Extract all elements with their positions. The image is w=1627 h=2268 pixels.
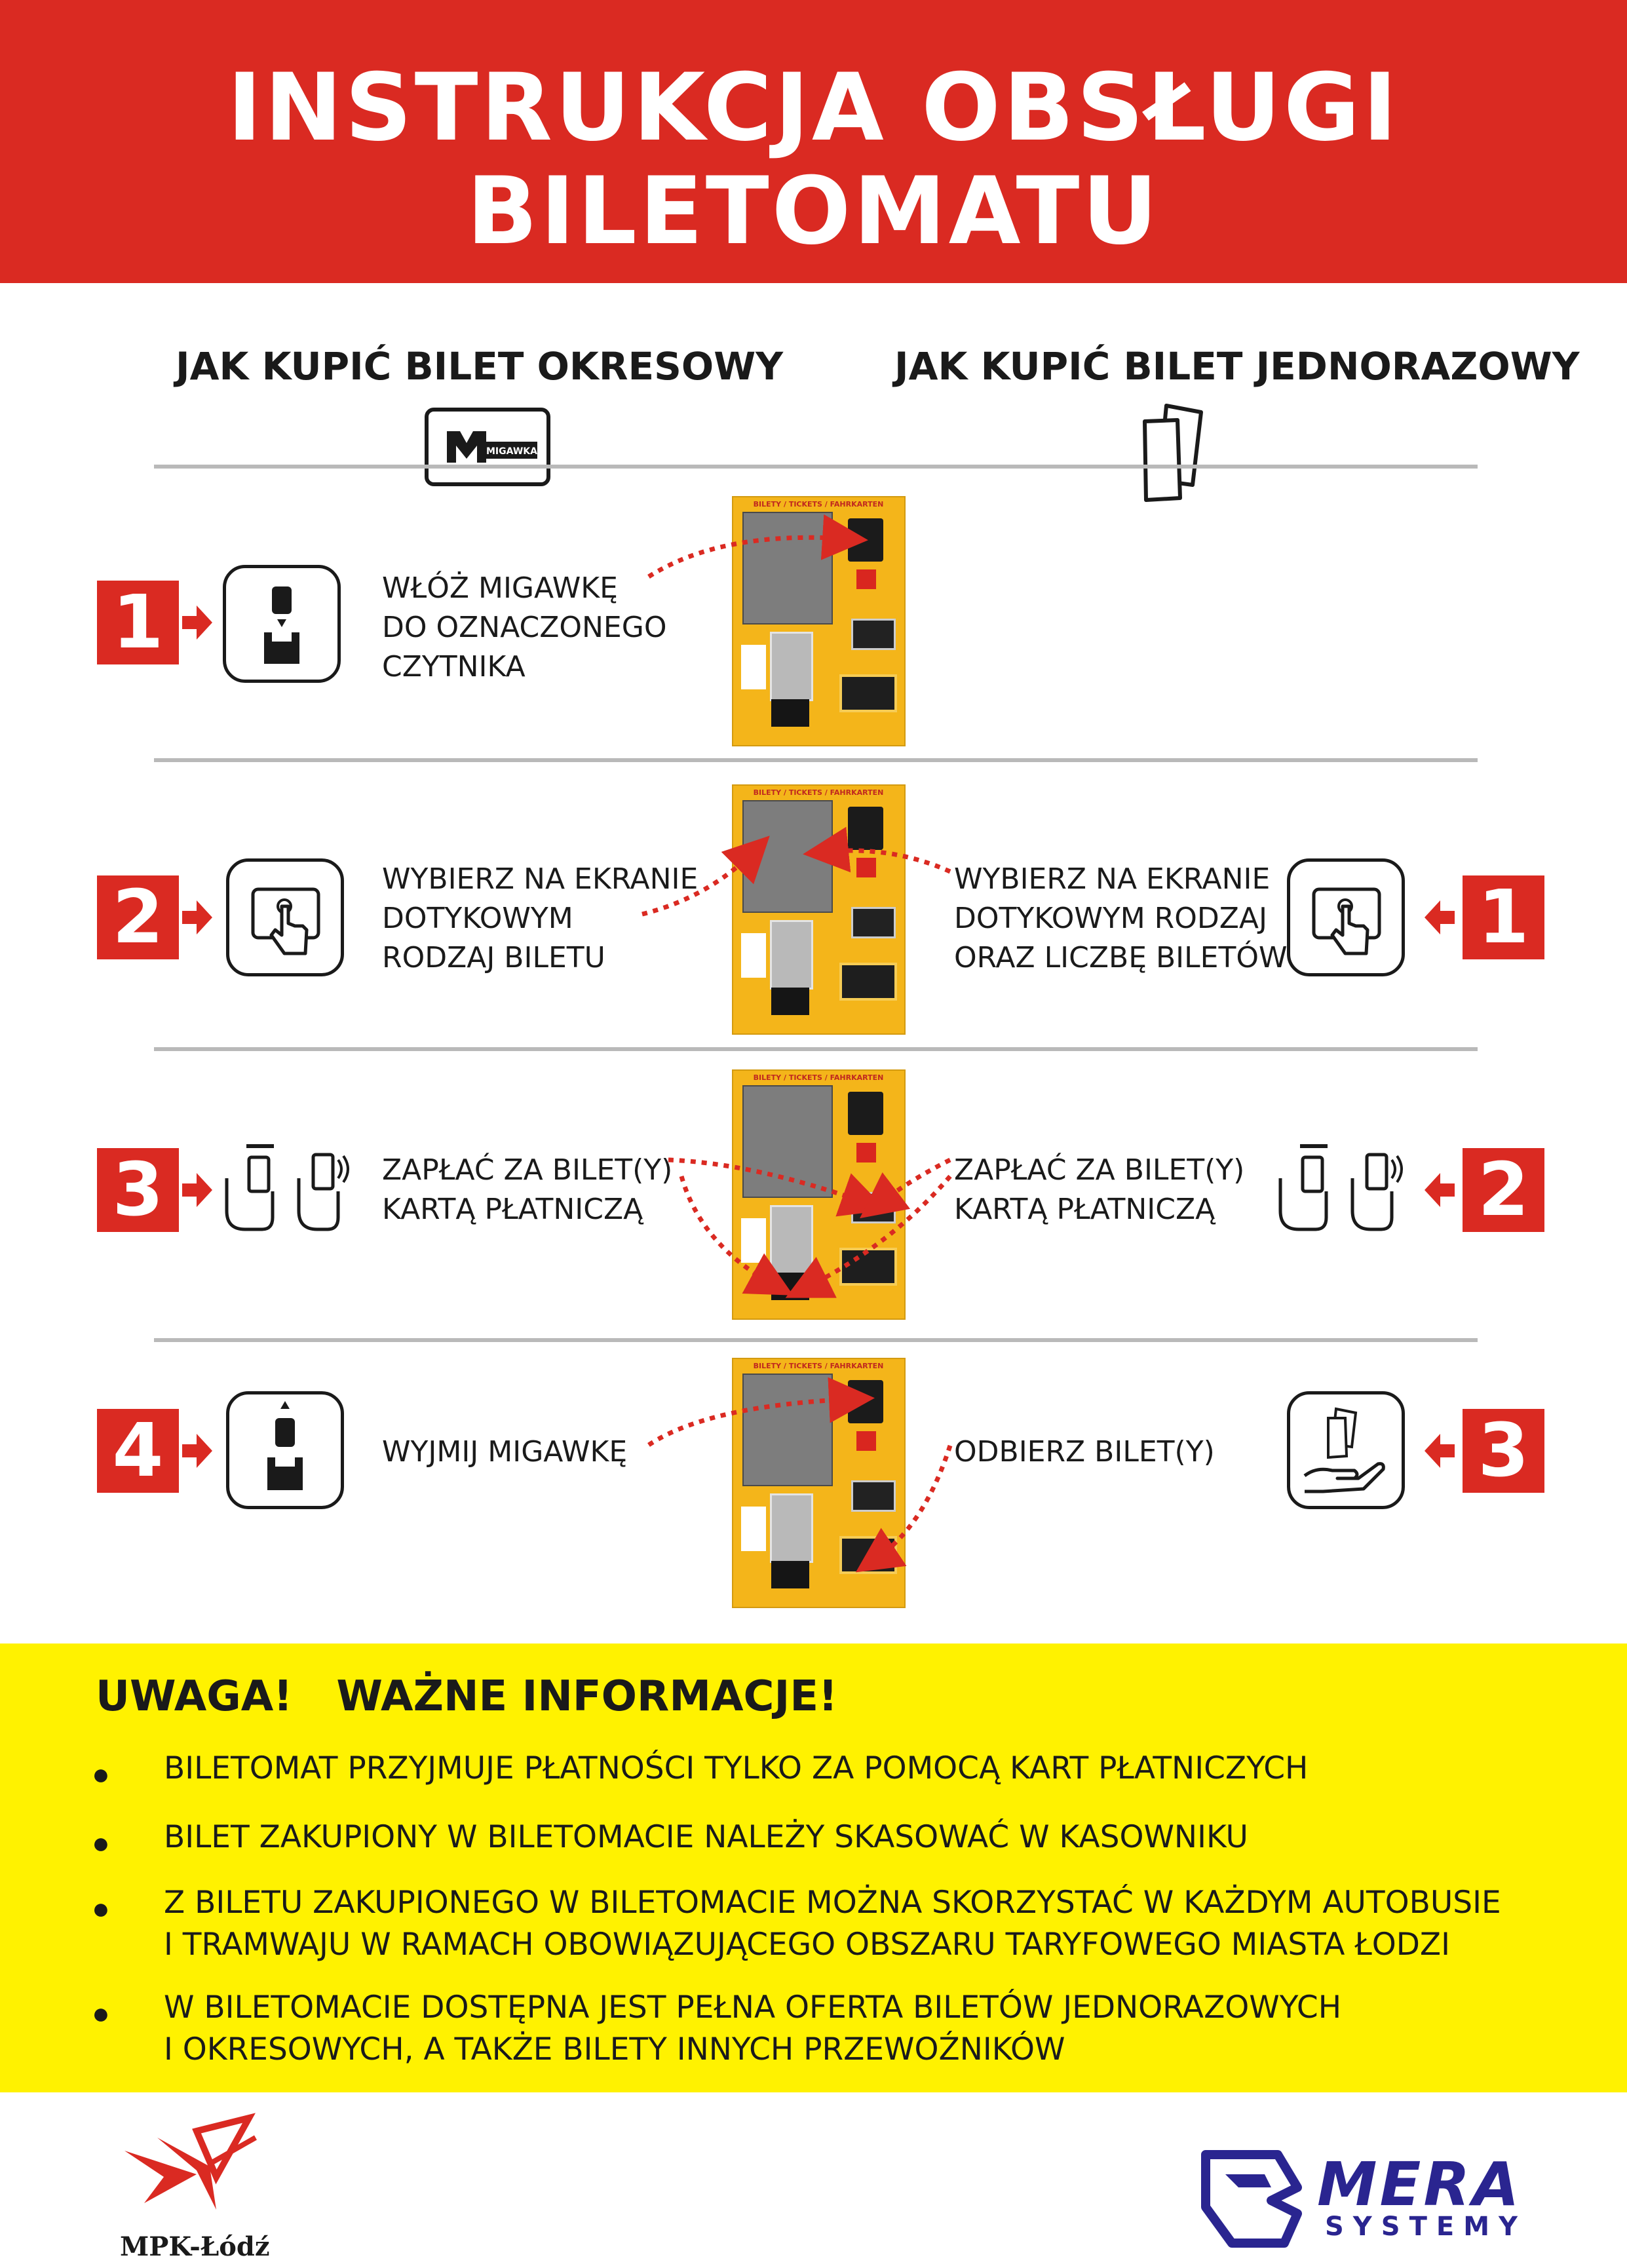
- step-instruction: ODBIERZ BILET(Y): [954, 1435, 1215, 1469]
- migawka-card-label: MIGAWKA: [486, 446, 537, 457]
- notice-item: W BILETOMACIE DOSTĘPNA JEST PEŁNA OFERTA BILETÓW JEDNORAZOWYCH I OKRESOWYCH, A TAKŻE BILETY INNYCH PRZEWOŹNIKÓW: [164, 1989, 1342, 2067]
- bullet-icon: ●: [92, 1757, 110, 1791]
- notice-item: Z BILETU ZAKUPIONEGO W BILETOMACIE MOŻNA SKORZYSTAĆ W KAŻDYM AUTOBUSIE I TRAMWAJU W RAMACH OBOWIĄZUJĄCEGO OBSZARU TARYFOWEGO MIASTA ŁODZI: [164, 1885, 1501, 1963]
- mpk-lodz-name: MPK-Łódź: [120, 2231, 270, 2262]
- heading-single-ticket: JAK KUPIĆ BILET JEDNORAZOWY: [894, 344, 1580, 389]
- step-number-badge: 4: [97, 1409, 179, 1493]
- machine-label: BILETY / TICKETS / FAHRKARTEN: [753, 1073, 884, 1082]
- bullet-icon: ●: [92, 1891, 110, 1925]
- step-instruction: WŁÓŻ MIGAWKĘ DO OZNACZONEGO CZYTNIKA: [382, 571, 667, 683]
- notice-title: UWAGA! WAŻNE INFORMACJE!: [96, 1672, 838, 1721]
- machine-label: BILETY / TICKETS / FAHRKARTEN: [753, 788, 884, 797]
- bullet-icon: ●: [92, 1996, 110, 2030]
- bullet-icon: ●: [92, 1826, 110, 1860]
- machine-label: BILETY / TICKETS / FAHRKARTEN: [753, 1362, 884, 1370]
- heading-periodic-ticket: JAK KUPIĆ BILET OKRESOWY: [176, 344, 784, 389]
- mera-systemy-logo: [1199, 2142, 1311, 2256]
- step-number-badge: 1: [1463, 875, 1544, 959]
- step-instruction: WYBIERZ NA EKRANIE DOTYKOWYM RODZAJ ORAZ LICZBĘ BILETÓW: [954, 862, 1288, 974]
- page-title-line-2: BILETOMATU: [467, 157, 1160, 265]
- step-number-badge: 2: [1463, 1148, 1544, 1232]
- notice-item: BILETOMAT PRZYJMUJE PŁATNOŚCI TYLKO ZA POMOCĄ KART PŁATNICZYCH: [164, 1750, 1309, 1786]
- page-title-line-1: INSTRUKCJA OBSŁUGI: [227, 54, 1400, 162]
- step-instruction: WYJMIJ MIGAWKĘ: [382, 1435, 628, 1469]
- step-number-badge: 3: [1463, 1409, 1544, 1493]
- mera-name: MERA: [1317, 2149, 1522, 2220]
- step-instruction: WYBIERZ NA EKRANIE DOTYKOWYM RODZAJ BILETU: [382, 862, 699, 974]
- mera-subtitle: SYSTEMY: [1325, 2212, 1527, 2242]
- step-number-badge: 3: [97, 1148, 179, 1232]
- step-number-badge: 1: [97, 581, 179, 664]
- step-instruction: ZAPŁAĆ ZA BILET(Y) KARTĄ PŁATNICZĄ: [954, 1153, 1245, 1226]
- machine-label: BILETY / TICKETS / FAHRKARTEN: [753, 500, 884, 509]
- notice-item: BILET ZAKUPIONY W BILETOMACIE NALEŻY SKASOWAĆ W KASOWNIKU: [164, 1819, 1248, 1855]
- mpk-lodz-logo: [118, 2111, 269, 2223]
- step-number-badge: 2: [97, 875, 179, 959]
- step-instruction: ZAPŁAĆ ZA BILET(Y) KARTĄ PŁATNICZĄ: [382, 1153, 673, 1226]
